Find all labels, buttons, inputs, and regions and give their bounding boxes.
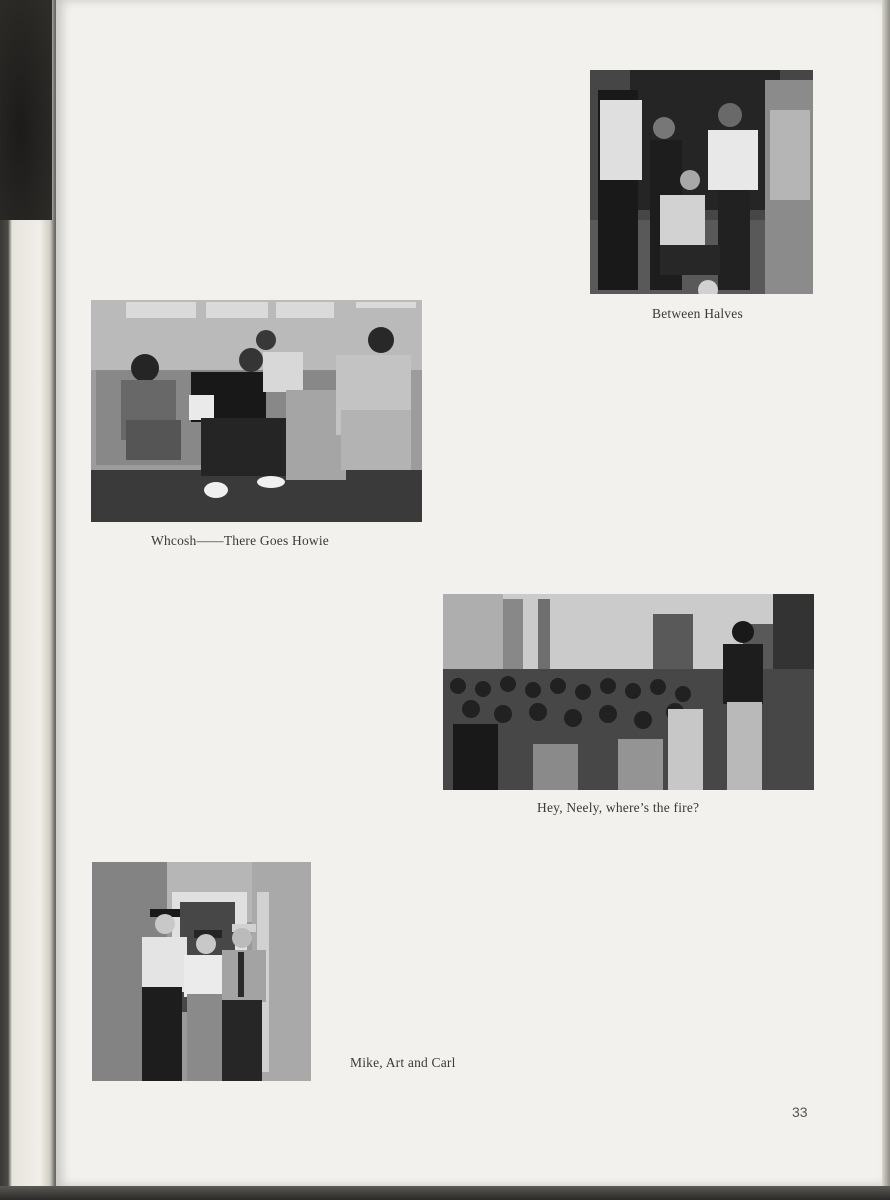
- whcosh-image: [91, 300, 422, 522]
- mike-art-carl-image: [92, 862, 311, 1081]
- page-number: 33: [792, 1104, 808, 1120]
- previous-page-photo-edge: [0, 0, 52, 220]
- caption-whcosh: Whcosh——There Goes Howie: [151, 533, 329, 548]
- caption-between-halves: Between Halves: [652, 306, 743, 321]
- photo-whcosh: [91, 300, 422, 522]
- photo-neely: [443, 594, 814, 790]
- neely-image: [443, 594, 814, 790]
- photo-mike-art-carl: [92, 862, 311, 1081]
- photo-between-halves: [590, 70, 813, 294]
- between-halves-image: [590, 70, 813, 294]
- caption-mike-art-carl: Mike, Art and Carl: [350, 1055, 456, 1070]
- caption-neely: Hey, Neely, where’s the fire?: [537, 800, 700, 815]
- page-right-edge: [882, 0, 890, 1186]
- book-bottom-edge: [0, 1186, 890, 1200]
